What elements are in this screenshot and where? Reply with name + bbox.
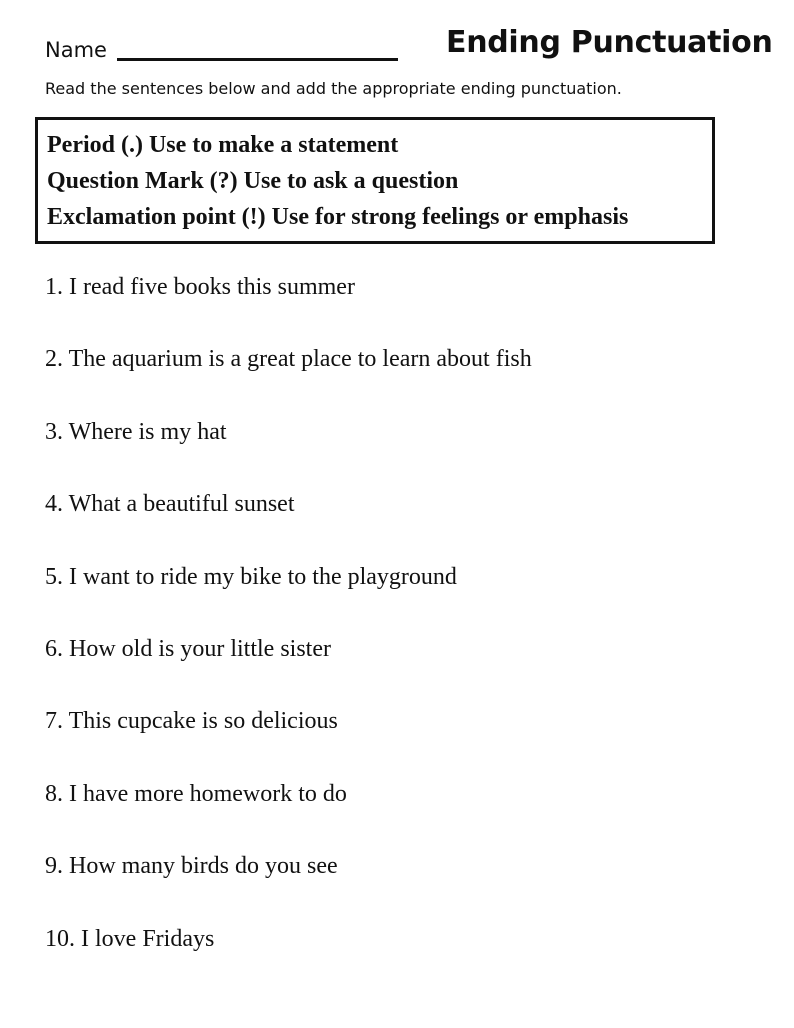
name-label: Name [45, 38, 107, 62]
sentence-8: 8. I have more homework to do [45, 781, 347, 807]
sentence-1: 1. I read five books this summer [45, 274, 355, 300]
sentence-10: 10. I love Fridays [45, 926, 215, 952]
sentence-6: 6. How old is your little sister [45, 636, 331, 662]
sentence-5: 5. I want to ride my bike to the playground [45, 564, 457, 590]
sentence-9: 9. How many birds do you see [45, 853, 338, 879]
rule-question-mark: Question Mark (?) Use to ask a question [47, 168, 459, 194]
punctuation-rules-box [35, 117, 715, 244]
page-title: Ending Punctuation [446, 25, 773, 60]
rule-exclamation-point: Exclamation point (!) Use for strong feelings or emphasis [47, 204, 629, 230]
rule-period: Period (.) Use to make a statement [47, 132, 399, 158]
instructions-text: Read the sentences below and add the appropriate ending punctuation. [45, 79, 622, 98]
sentence-7: 7. This cupcake is so delicious [45, 708, 338, 734]
sentence-3: 3. Where is my hat [45, 419, 227, 445]
sentence-4: 4. What a beautiful sunset [45, 491, 295, 517]
sentence-2: 2. The aquarium is a great place to learn about fish [45, 346, 532, 372]
name-write-line [117, 58, 398, 61]
